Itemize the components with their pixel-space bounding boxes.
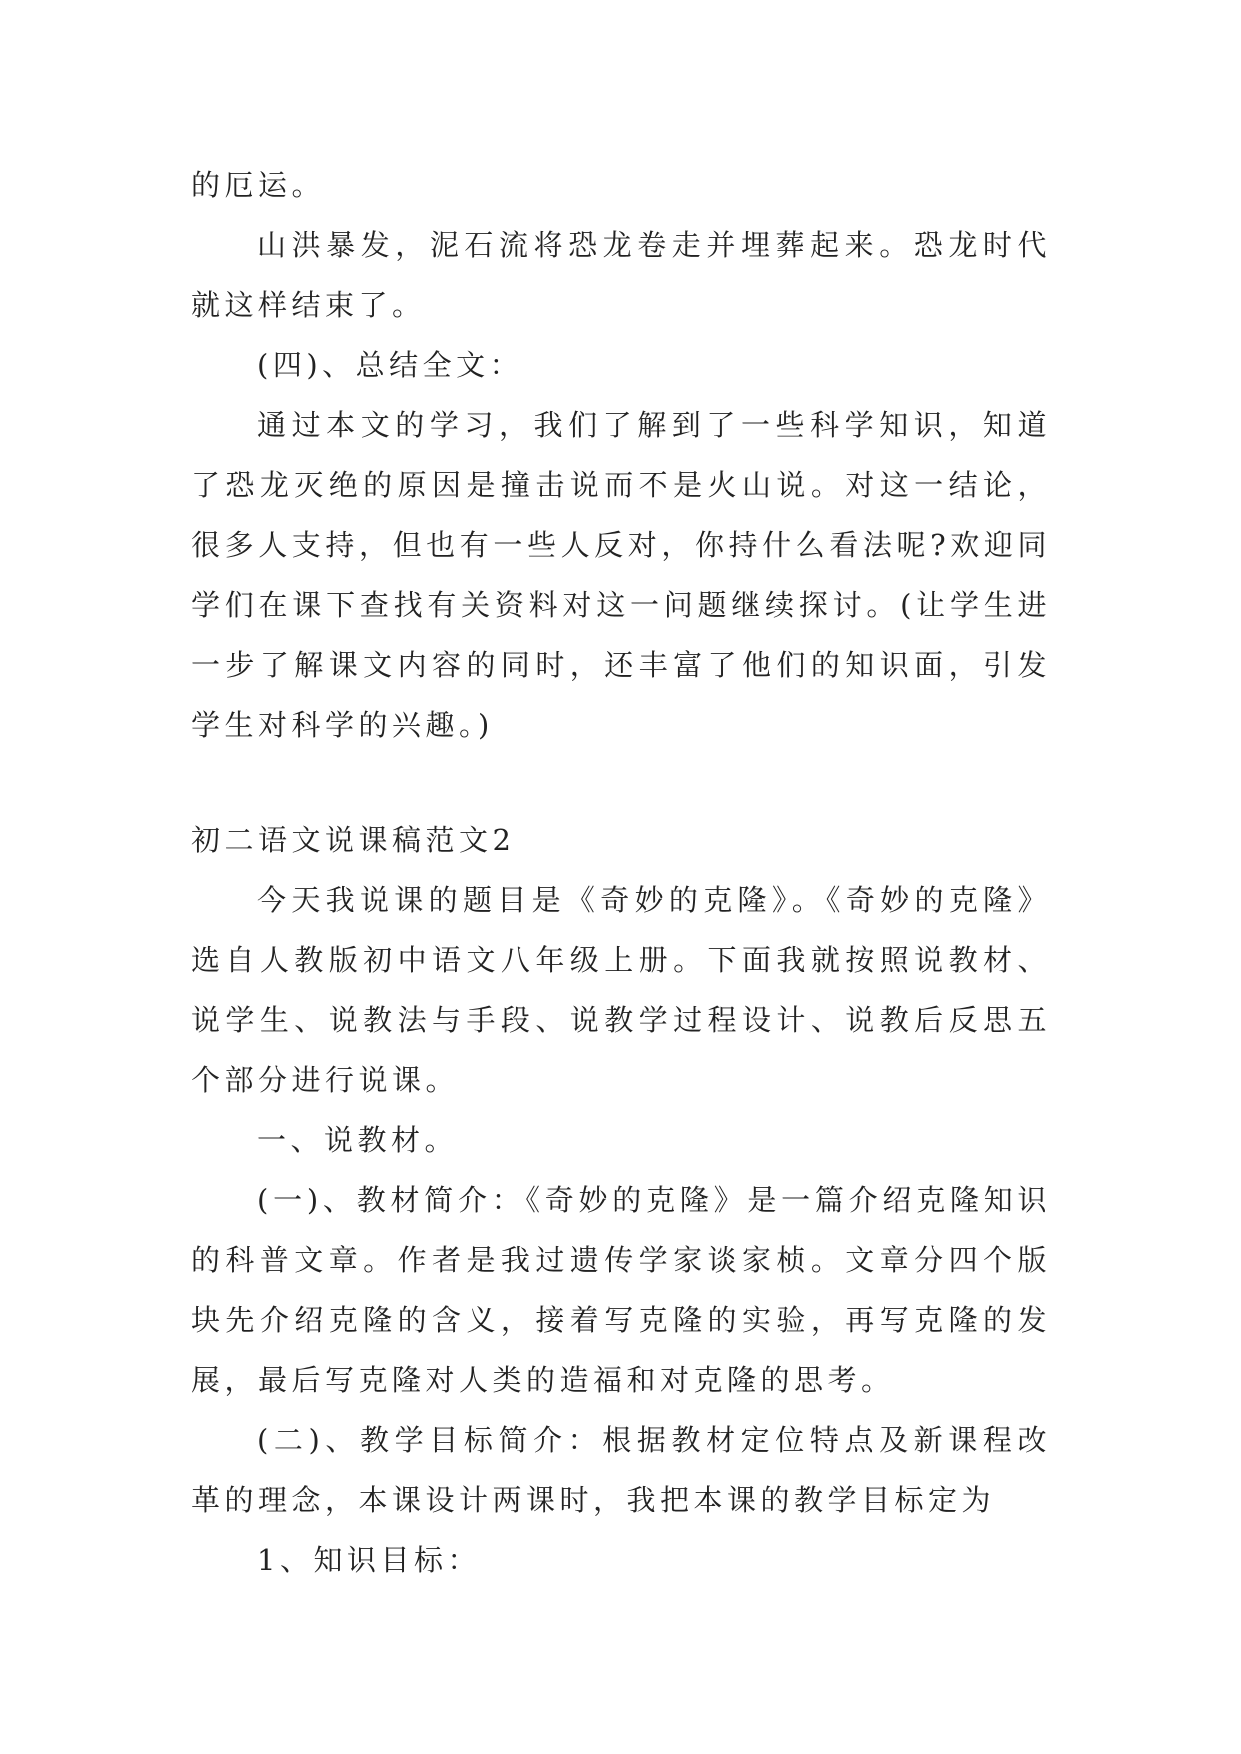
- section-heading-summary: (四)、总结全文：: [257, 348, 524, 382]
- list-item-knowledge-goal: 1、知识目标：: [257, 1543, 481, 1577]
- paragraph-intro: 今天我说课的题目是《奇妙的克隆》。《奇妙的克隆》选自人教版初中语文八年级上册。下面我就按照说教材、说学生、说教法与手段、说教学过程设计、说教后反思五个部分进行说课。: [191, 883, 1051, 1097]
- paragraph-continuation: 的厄运。: [191, 168, 326, 202]
- paragraph-teaching-goals: (二)、教学目标简介：根据教材定位特点及新课程改革的理念，本课设计两课时，我把本课的教学目标定为: [191, 1423, 1051, 1517]
- paragraph-summary: 通过本文的学习，我们了解到了一些科学知识，知道了恐龙灭绝的原因是撞击说而不是火山说。对这一结论，很多人支持，但也有一些人反对，你持什么看法呢?欢迎同学们在课下查找有关资料对这一问题继续探讨。(让学生进一步了解课文内容的同时，还丰富了他们的知识面，引发学生对科学的兴趣。): [191, 408, 1051, 742]
- paragraph-flood: 山洪暴发，泥石流将恐龙卷走并埋葬起来。恐龙时代就这样结束了。: [191, 228, 1051, 322]
- section-heading-textbook: 一、说教材。: [257, 1123, 459, 1157]
- paragraph-textbook-intro: (一)、教材简介：《奇妙的克隆》是一篇介绍克隆知识的科普文章。作者是我过遗传学家谈家桢。文章分四个版块先介绍克隆的含义，接着写克隆的实验，再写克隆的发展，最后写克隆对人类的造福和对克隆的思考。: [191, 1183, 1051, 1397]
- document-body: [191, 155, 1051, 1590]
- article-title: 初二语文说课稿范文2: [191, 823, 516, 857]
